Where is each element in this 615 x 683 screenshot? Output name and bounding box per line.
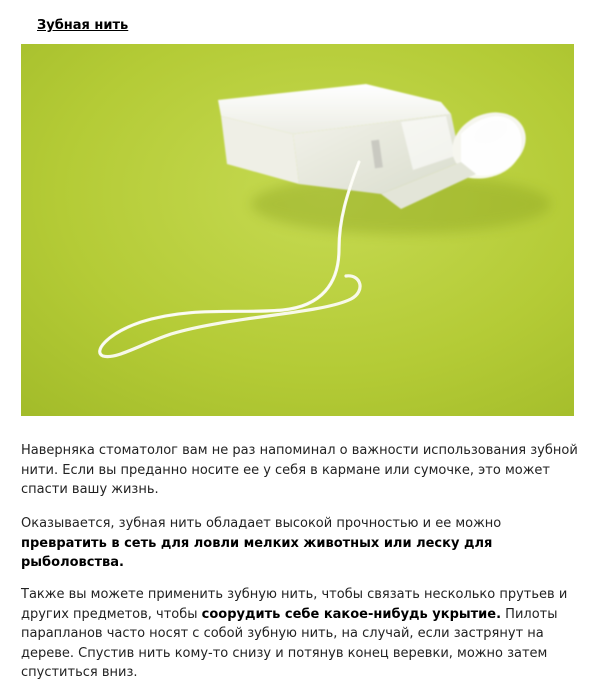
paragraph-2 [21,514,581,573]
paragraph-2-text: Оказывается, зубная нить обладает высокой прочностью и ее можно [21,516,502,531]
paragraph-3-text-before: Также вы можете применить зубную нить, чтобы связать несколько прутьев и других предметов, чтобы [21,587,568,622]
dental-floss-photo [21,44,574,416]
paragraph-1 [21,441,581,500]
paragraph-3-bold: соорудить себе какое-нибудь укрытие. [201,606,502,622]
paragraph-2-bold: превратить в сеть для ловли мелких животных или леску для рыболовства. [21,535,493,570]
paragraph-1-text: Наверняка стоматолог вам не раз напоминал о важности использования зубной нити. Если вы преданно носите ее у себя в кармане или сумочке, это может спасти вашу жизнь. [21,443,578,497]
paragraph-3 [21,585,581,683]
paragraph-3-text-after: Пилоты парапланов часто носят с собой зубную нить, на случай, если застрянут на дереве. Спустив нить кому-то снизу и потянув конец веревки, можно затем спуститься вниз. [21,606,558,680]
article-title[interactable]: Зубная нить [37,18,129,33]
